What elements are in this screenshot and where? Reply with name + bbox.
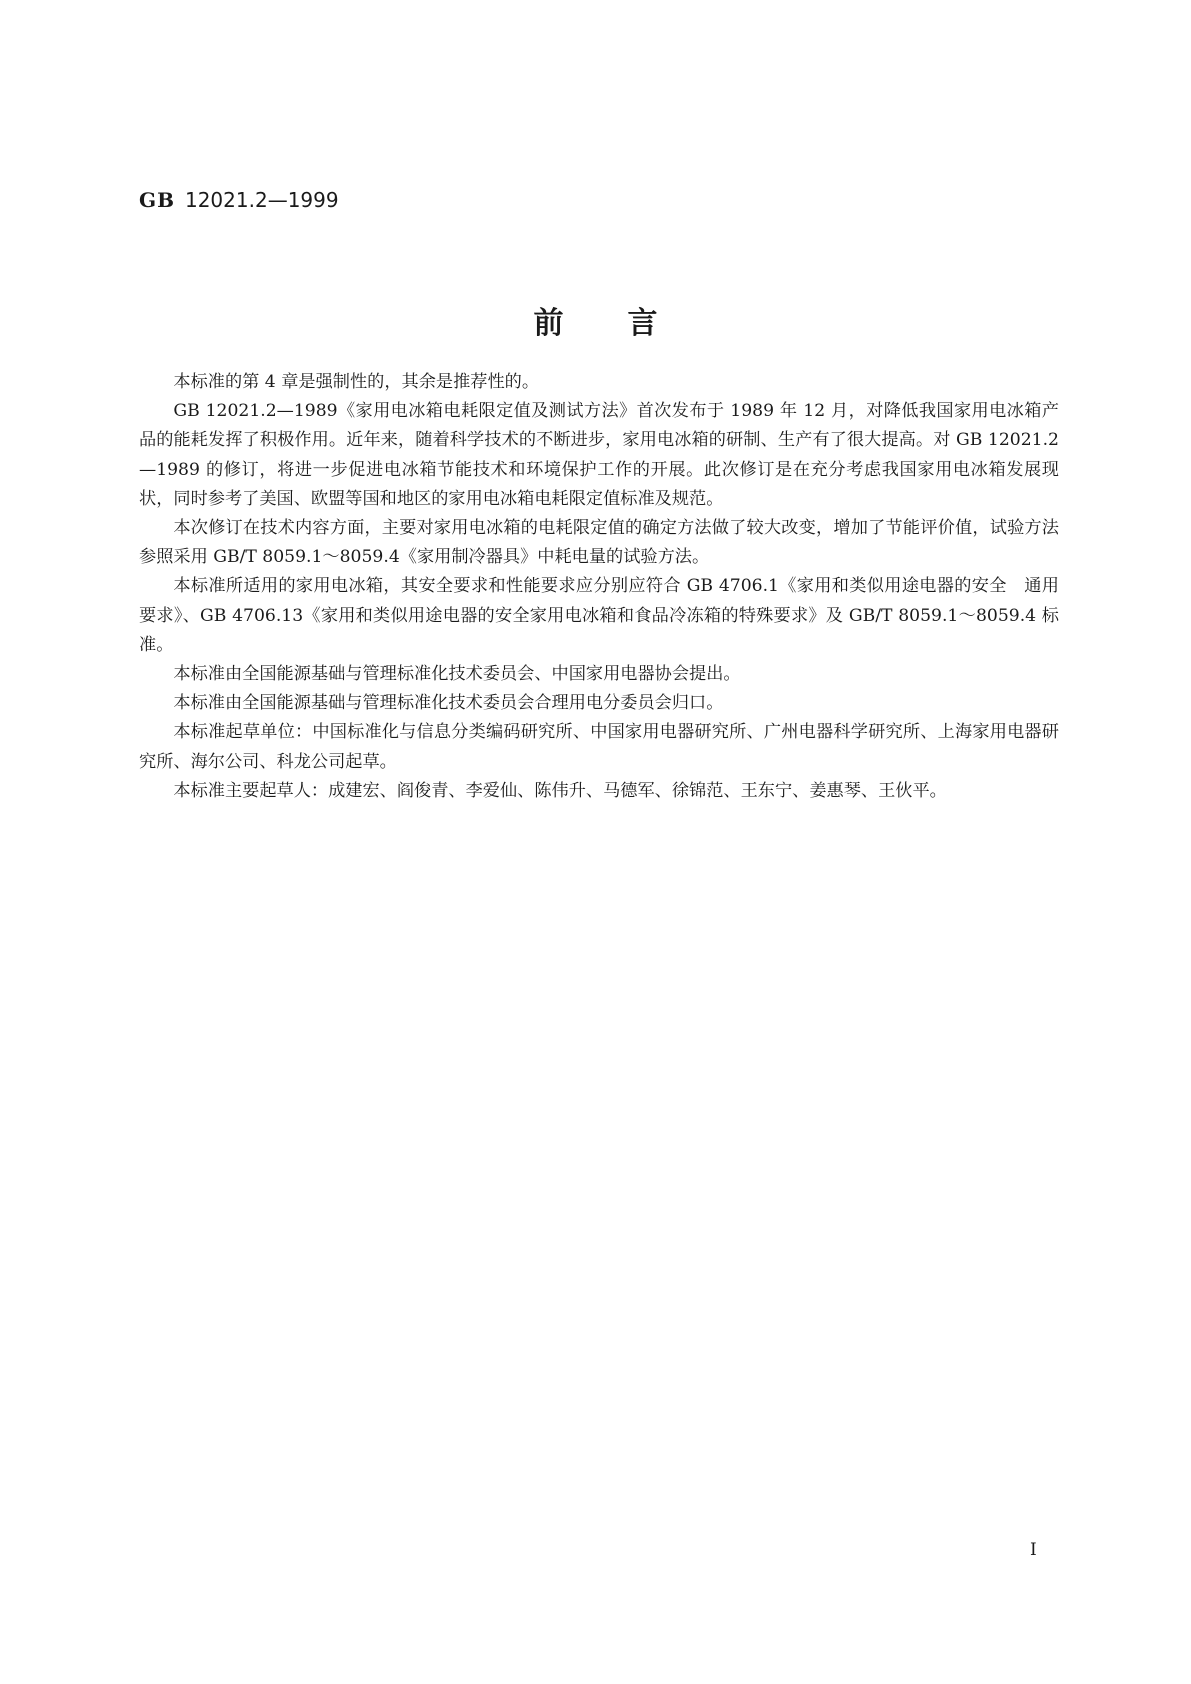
paragraph: 本标准所适用的家用电冰箱，其安全要求和性能要求应分别应符合 GB 4706.1《家用和类似用途电器的安全 通用要求》、GB 4706.13《家用和类似用途电器的安全家用电冰箱和食品冷冻箱的特殊要求》及 GB/T 8059.1～8059.4 标准。 [139,576,1059,655]
paragraph: 本标准的第 4 章是强制性的，其余是推荐性的。 [173,372,540,392]
page-number: I [1030,1540,1037,1560]
paragraph: 本标准由全国能源基础与管理标准化技术委员会合理用电分委员会归口。 [173,693,724,714]
paragraph: 本标准起草单位：中国标准化与信息分类编码研究所、中国家用电器研究所、广州电器科学研究所、上海家用电器研究所、海尔公司、科龙公司起草。 [139,722,1059,772]
paragraph: 本次修订在技术内容方面，主要对家用电冰箱的电耗限定值的确定方法做了较大改变，增加了节能评价值，试验方法参照采用 GB/T 8059.1～8059.4《家用制冷器具》中耗电量的试验方法。 [139,518,1059,568]
standard-prefix: GB [139,188,175,212]
paragraph: 本标准由全国能源基础与管理标准化技术委员会、中国家用电器协会提出。 [173,664,741,685]
paragraph: GB 12021.2—1989《家用电冰箱电耗限定值及测试方法》首次发布于 1989 年 12 月，对降低我国家用电冰箱产品的能耗发挥了积极作用。近年来，随着科学技术的不断进步，家用电冰箱的研制、生产有了很大提高。对 GB 12021.2—1989 的修订，将进一步促进电冰箱节能技术和环境保护工作的开展。此次修订是在充分考虑我国家用电冰箱发展现状，同时参考了美国、欧盟等国和地区的家用电冰箱电耗限定值标准及规范。 [139,401,1059,509]
paragraph: 本标准主要起草人：成建宏、阎俊青、李爱仙、陈伟升、马德军、徐锦范、王东宁、姜惠琴、王伙平。 [173,780,947,801]
foreword-body [139,368,1059,806]
standard-number-header [139,188,339,212]
standard-number: 12021.2—1999 [184,188,339,212]
page-title: 前言 [533,306,722,341]
